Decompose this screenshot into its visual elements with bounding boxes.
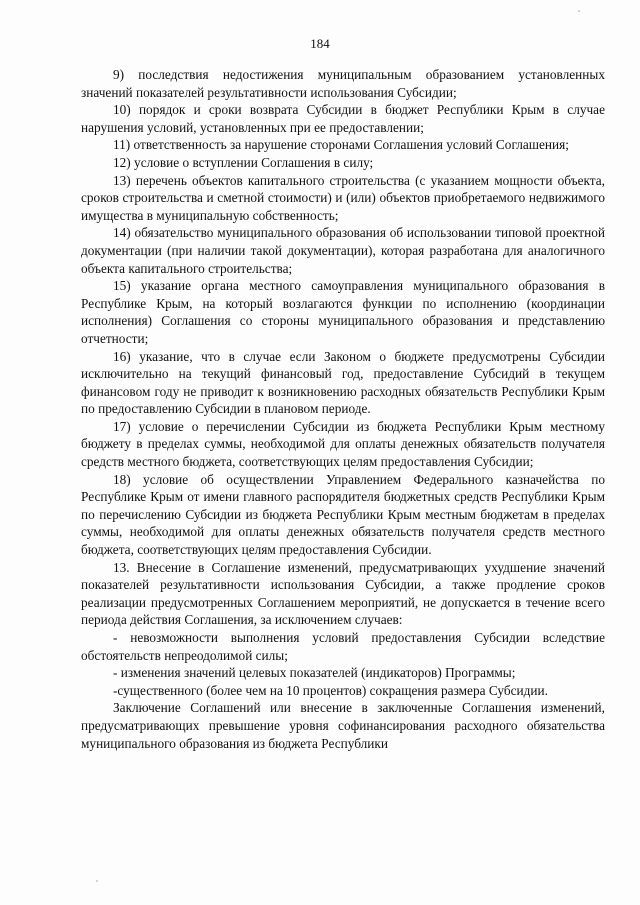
paragraph-agreement-conclusion: Заключение Соглашений или внесение в заключенные Соглашения изменений, предусматривающих превышение уровня софинансирования расходного обязательства муниципального образования из бюджета Республики	[81, 700, 605, 751]
scan-speck	[96, 880, 98, 882]
paragraph-item-15: 15) указание органа местного самоуправления муниципального образования в Республике Крым, на который возлагаются функции по исполнению (координации исполнения) Соглашения со стороны муниципального образования и представлению отчетности;	[81, 278, 605, 346]
paragraph-item-17: 17) условие о перечислении Субсидии из бюджета Республики Крым местному бюджету в пределах суммы, необходимой для оплаты денежных обязательств получателя средств местного бюджета, соответствующих целям предоставления Субсидии;	[81, 418, 605, 470]
exception-target-indicators: - изменения значений целевых показателей (индикаторов) Программы;	[113, 665, 516, 681]
paragraph-item-16: 16) указание, что в случае если Законом о бюджете предусмотрены Субсидии исключительно на текущий финансовый год, предоставление Субсидий в текущем финансовом году не приводит к возникновению расходных обязательств Республики Крым по предоставлению Субсидии в плановом периоде.	[81, 348, 605, 417]
exception-force-majeure: - невозможности выполнения условий предоставления Субсидии вследствие обстоятельств непреодолимой силы;	[81, 630, 605, 663]
paragraph-item-10: 10) порядок и сроки возврата Субсидии в бюджет Республики Крым в случае нарушения условий, установленных при ее предоставлении;	[81, 102, 605, 135]
clause-13: 13. Внесение в Соглашение изменений, предусматривающих ухудшение значений показателей результативности использования Субсидии, а также продление сроков реализации предусмотренных Соглашением мероприятий, не допускается в течение всего периода действия Соглашения, за исключением случаев:	[81, 559, 605, 628]
paragraph-item-11: 11) ответственность за нарушение сторонами Соглашения условий Соглашения;	[113, 137, 569, 153]
scan-speck	[578, 10, 580, 12]
paragraph-item-14: 14) обязательство муниципального образования об использовании типовой проектной документации (при наличии такой документации), которая разработана для аналогичного объекта капитального строительства;	[81, 225, 605, 276]
exception-subsidy-reduction: -существенного (более чем на 10 процентов) сокращения размера Субсидии.	[113, 682, 548, 698]
paragraph-item-12: 12) условие о вступлении Соглашения в силу;	[113, 154, 374, 170]
paragraph-item-18: 18) условие об осуществлении Управлением Федерального казначейства по Республике Крым от имени главного распорядителя бюджетных средств Республики Крым по перечислению Субсидии из бюджета Республики Крым местным бюджетам в пределах суммы, необходимой для оплаты денежных обязательств получателя средств местного бюджета, соответствующих целям предоставления Субсидии.	[81, 471, 605, 558]
body-text	[81, 66, 605, 752]
paragraph-item-13: 13) перечень объектов капитального строительства (с указанием мощности объекта, сроков строительства и сметной стоимости) и (или) объектов приобретаемого недвижимого имущества в муниципальную собственность;	[81, 172, 605, 223]
page-number: 184	[310, 36, 330, 51]
paragraph-item-9: 9) последствия недостижения муниципальным образованием установленных значений показателей результативности использования Субсидии;	[81, 67, 605, 100]
